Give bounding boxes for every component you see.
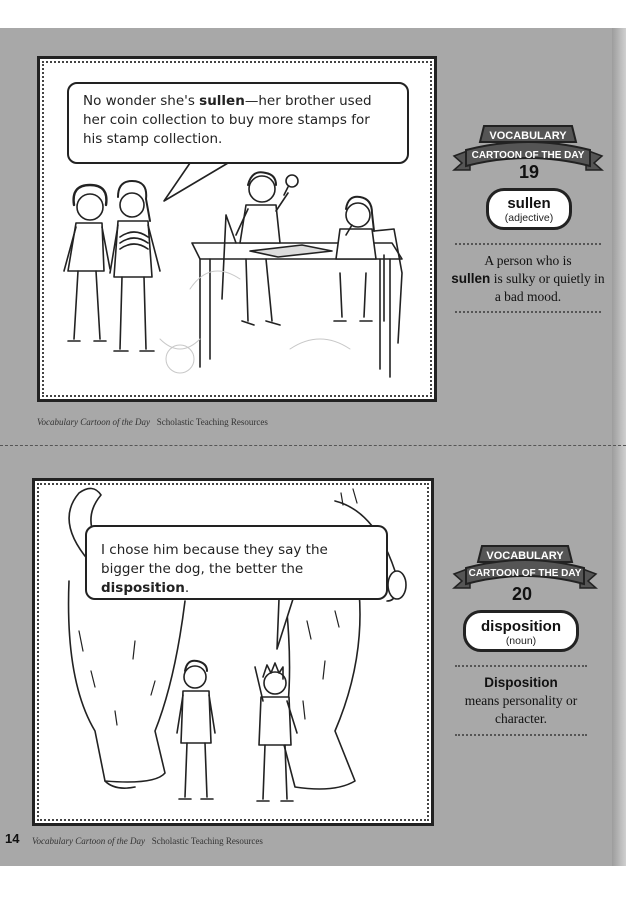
credit-title: Vocabulary Cartoon of the Day xyxy=(37,417,150,427)
vocab-word-box-20 xyxy=(463,610,579,652)
page-edge xyxy=(612,28,626,866)
dotted-rule xyxy=(455,243,601,245)
definition-post: is sulky or quietly in a bad mood. xyxy=(493,271,605,304)
speech-bubble-19 xyxy=(67,82,409,164)
dotted-rule xyxy=(455,311,601,313)
definition-pre: A person who is xyxy=(484,253,572,268)
credit-line-top xyxy=(37,417,268,427)
bubble-text-pre: No wonder she's xyxy=(83,93,200,109)
vocab-word: sullen xyxy=(507,195,551,212)
dotted-rule xyxy=(455,734,587,736)
badge-line2: CARTOON OF THE DAY xyxy=(471,150,585,161)
definition-20 xyxy=(446,674,596,728)
definition-19 xyxy=(448,252,608,306)
bubble-text-post: . xyxy=(184,580,190,596)
badge-line1: VOCABULARY xyxy=(489,130,567,142)
bubble-text-post: —her brother used her coin collection to buy more stamps for his stamp collection. xyxy=(83,93,372,147)
credit-publisher: Scholastic Teaching Resources xyxy=(151,836,263,846)
speech-bubble-20 xyxy=(85,525,388,600)
bubble-vocab-word: sullen xyxy=(199,93,245,109)
vocab-word: disposition xyxy=(481,618,561,635)
credit-line-bottom xyxy=(32,836,263,846)
dotted-rule xyxy=(455,665,587,667)
cartoon-number-19: 19 xyxy=(518,162,540,182)
cartoon-panel-19 xyxy=(37,56,437,402)
definition-post: means personality or character. xyxy=(464,693,578,726)
definition-word: sullen xyxy=(451,271,491,286)
vocab-word-box-19 xyxy=(486,188,572,230)
cartoon-panel-20 xyxy=(32,478,434,826)
definition-word: Disposition xyxy=(484,675,558,690)
cut-line xyxy=(0,445,626,446)
bubble-vocab-word: disposition xyxy=(101,580,185,596)
credit-publisher: Scholastic Teaching Resources xyxy=(156,417,268,427)
part-of-speech: (adjective) xyxy=(504,212,554,224)
part-of-speech: (noun) xyxy=(505,635,537,647)
badge-line1: VOCABULARY xyxy=(486,550,564,562)
page-number: 14 xyxy=(5,831,20,846)
credit-title: Vocabulary Cartoon of the Day xyxy=(32,836,145,846)
bubble-text-pre: I chose him because they say the bigger the dog, the better the xyxy=(101,542,328,577)
badge-line2: CARTOON OF THE DAY xyxy=(468,568,582,579)
cartoon-number-20: 20 xyxy=(511,584,533,604)
